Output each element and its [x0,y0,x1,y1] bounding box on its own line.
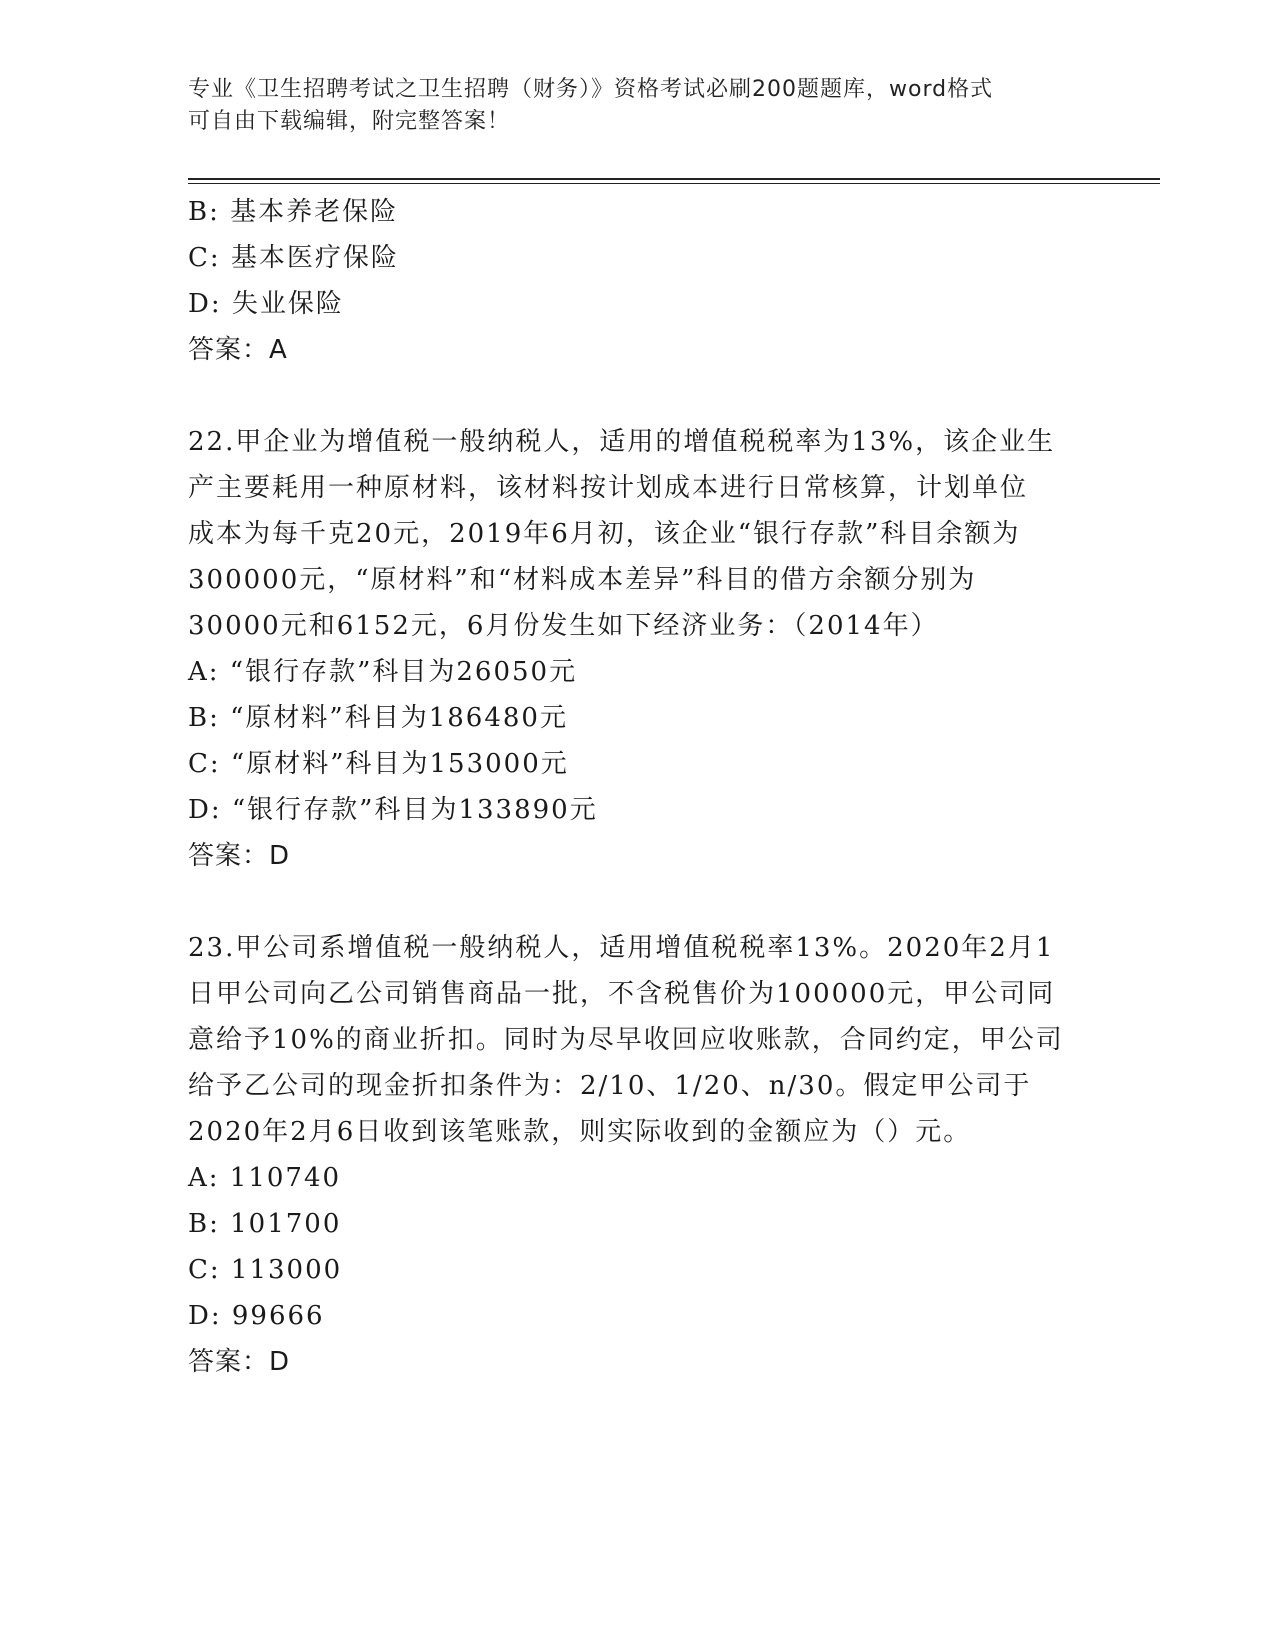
question-23 [188,925,1088,1385]
question-22 [188,419,1088,879]
question-stem-line: 300000元，“原材料”和“材料成本差异”科目的借方余额分别为 [188,565,977,595]
option-a: A: “银行存款”科目为26050元 [188,657,578,687]
spacer [188,373,1088,419]
question-stem-line: 给予乙公司的现金折扣条件为：2/10、1/20、n/30。假定甲公司于 [188,1071,1032,1101]
spacer [188,879,1088,925]
question-stem-line: 30000元和6152元，6月份发生如下经济业务：（2014年） [188,611,939,641]
answer-line: 答案：A [188,335,288,365]
answer-line: 答案：D [188,1347,291,1377]
question-stem-line: 意给予10%的商业折扣。同时为尽早收回应收账款，合同约定，甲公司 [188,1025,1064,1055]
question-stem-line: 成本为每千克20元，2019年6月初，该企业“银行存款”科目余额为 [188,519,1021,549]
question-stem-line: 23.甲公司系增值税一般纳税人，适用增值税税率13%。2020年2月1 [188,933,1055,963]
option-b: B: 101700 [188,1209,342,1239]
option-c: C: 基本医疗保险 [188,243,399,273]
option-b: B: 基本养老保险 [188,197,399,227]
answer-line: 答案：D [188,841,291,871]
option-c: C: “原材料”科目为153000元 [188,749,569,779]
page-header [188,74,1088,138]
option-d: D: 失业保险 [188,289,344,319]
header-divider-thick [188,178,1160,180]
option-d: D: 99666 [188,1301,325,1331]
option-d: D: “银行存款”科目为133890元 [188,795,598,825]
option-a: A: 110740 [188,1163,342,1193]
question-stem-line: 产主要耗用一种原材料，该材料按计划成本进行日常核算，计划单位 [188,473,1029,503]
header-divider-thin [188,183,1160,184]
previous-question-tail [188,189,1088,373]
question-stem-line: 日甲公司向乙公司销售商品一批，不含税售价为100000元，甲公司同 [188,979,1056,1009]
option-b: B: “原材料”科目为186480元 [188,703,568,733]
question-stem-line: 22.甲企业为增值税一般纳税人，适用的增值税税率为13%，该企业生 [188,427,1056,457]
header-line-2: 可自由下载编辑，附完整答案！ [188,109,511,134]
option-c: C: 113000 [188,1255,343,1285]
question-stem-line: 2020年2月6日收到该笔账款，则实际收到的金额应为（）元。 [188,1117,972,1147]
header-line-1: 专业《卫生招聘考试之卫生招聘（财务）》资格考试必刷200题题库，word格式 [188,77,994,102]
question-content [188,189,1088,1385]
